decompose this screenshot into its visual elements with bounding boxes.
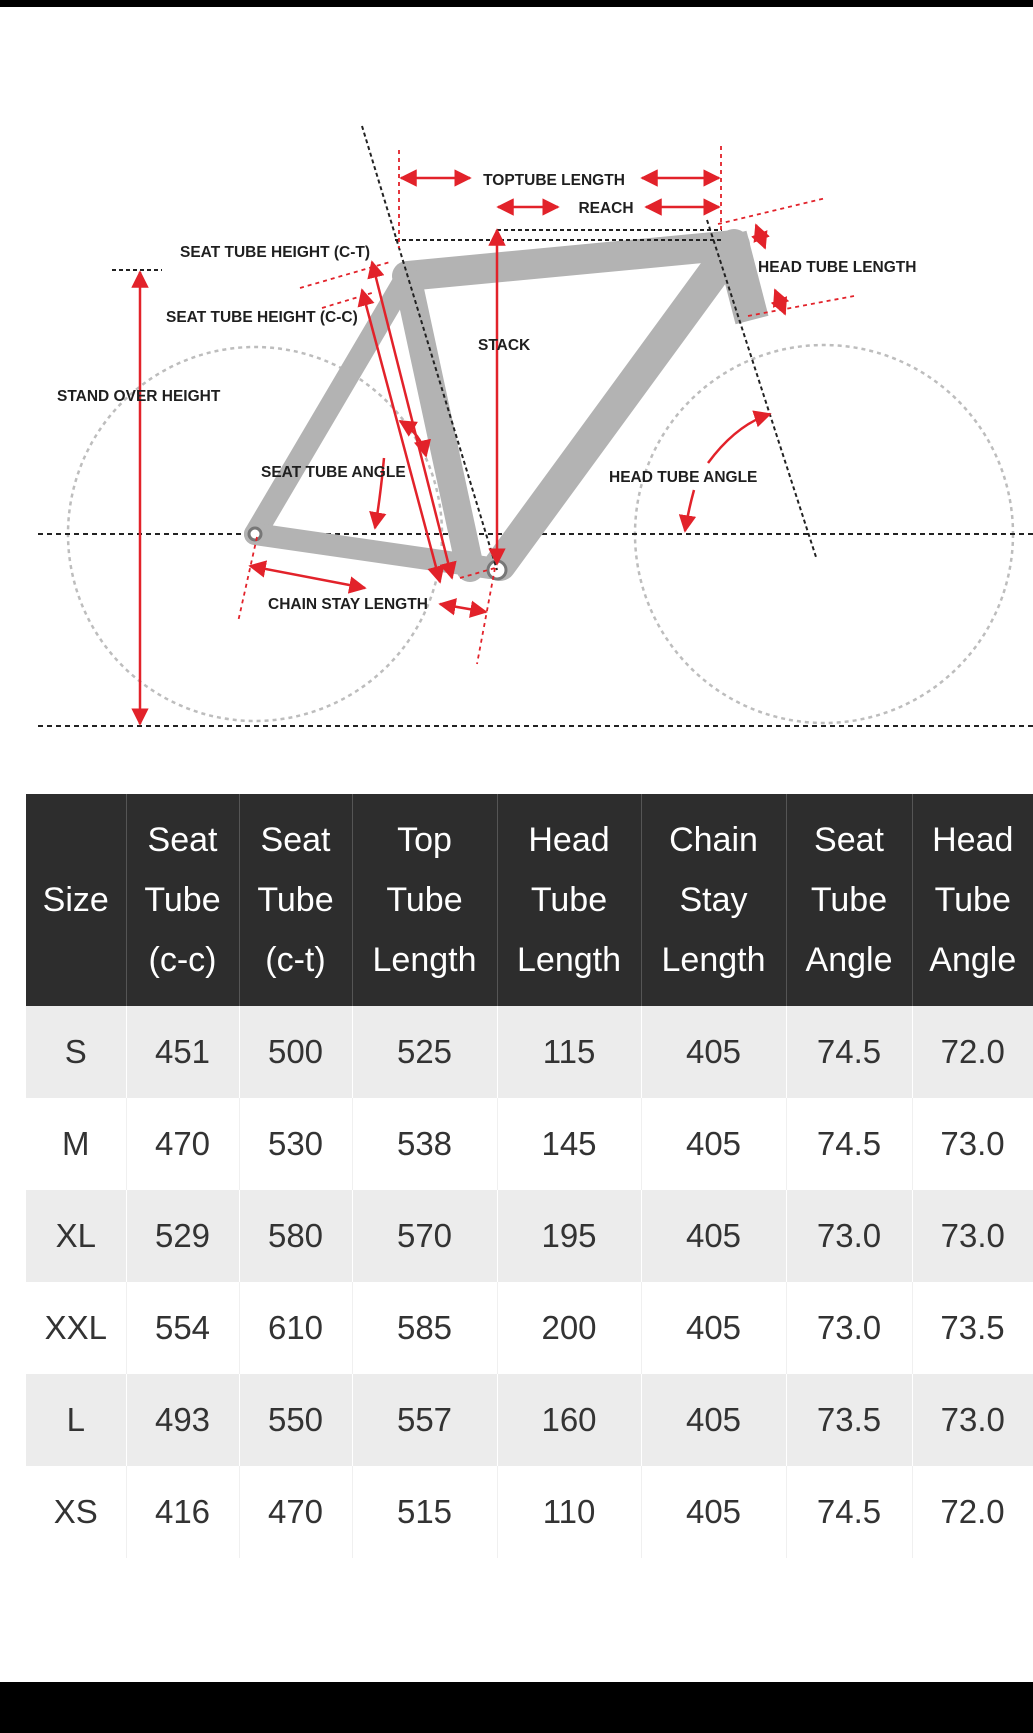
column-header xyxy=(352,794,497,1006)
value-cell: 405 xyxy=(641,1098,786,1190)
value-cell: 554 xyxy=(126,1282,239,1374)
label-chain-stay-length: CHAIN STAY LENGTH xyxy=(268,596,428,613)
value-cell: 72.0 xyxy=(912,1466,1033,1558)
value-cell: 405 xyxy=(641,1190,786,1282)
table-row xyxy=(26,1374,1033,1466)
column-header-line: Seat xyxy=(814,821,884,859)
table-row xyxy=(26,1098,1033,1190)
column-header-line: (c-t) xyxy=(265,941,326,979)
value-cell: 500 xyxy=(239,1006,352,1098)
value-cell: 73.5 xyxy=(912,1282,1033,1374)
label-seat-tube-height-ct: SEAT TUBE HEIGHT (C-T) xyxy=(180,244,371,261)
column-header-line: Tube xyxy=(934,881,1011,919)
value-cell: 73.0 xyxy=(786,1190,912,1282)
column-header-line: (c-c) xyxy=(148,941,217,979)
column-header-line: Seat xyxy=(260,821,331,859)
column-header xyxy=(26,794,126,1006)
value-cell: 570 xyxy=(352,1190,497,1282)
value-cell: 451 xyxy=(126,1006,239,1098)
column-header-line: Angle xyxy=(929,941,1017,979)
bike-frame xyxy=(255,235,752,568)
table-header-row xyxy=(26,794,1033,1006)
value-cell: 538 xyxy=(352,1098,497,1190)
value-cell: 195 xyxy=(497,1190,641,1282)
table-row xyxy=(26,1190,1033,1282)
label-head-tube-angle: HEAD TUBE ANGLE xyxy=(609,469,758,486)
column-header-line: Seat xyxy=(147,821,218,859)
label-seat-tube-height-cc: SEAT TUBE HEIGHT (C-C) xyxy=(166,309,358,326)
column-header-line: Length xyxy=(661,941,766,979)
size-cell: XS xyxy=(26,1466,126,1558)
column-header xyxy=(497,794,641,1006)
column-header xyxy=(786,794,912,1006)
label-reach: REACH xyxy=(578,200,634,217)
value-cell: 145 xyxy=(497,1098,641,1190)
size-cell: L xyxy=(26,1374,126,1466)
value-cell: 580 xyxy=(239,1190,352,1282)
size-cell: XL xyxy=(26,1190,126,1282)
value-cell: 405 xyxy=(641,1282,786,1374)
value-cell: 74.5 xyxy=(786,1006,912,1098)
label-seat-tube-angle: SEAT TUBE ANGLE xyxy=(261,464,406,481)
value-cell: 73.0 xyxy=(912,1190,1033,1282)
size-cell: S xyxy=(26,1006,126,1098)
bottom-bar xyxy=(0,1682,1033,1733)
label-head-tube-length: HEAD TUBE LENGTH xyxy=(758,259,917,276)
value-cell: 529 xyxy=(126,1190,239,1282)
column-header xyxy=(239,794,352,1006)
column-header xyxy=(641,794,786,1006)
value-cell: 470 xyxy=(126,1098,239,1190)
size-cell: XXL xyxy=(26,1282,126,1374)
table-row xyxy=(26,1282,1033,1374)
value-cell: 416 xyxy=(126,1466,239,1558)
column-header-line: Tube xyxy=(530,881,608,919)
value-cell: 200 xyxy=(497,1282,641,1374)
value-cell: 405 xyxy=(641,1466,786,1558)
value-cell: 557 xyxy=(352,1374,497,1466)
column-header-line: Length xyxy=(372,941,477,979)
column-header-line: Chain xyxy=(669,821,758,859)
value-cell: 470 xyxy=(239,1466,352,1558)
label-stand-over-height: STAND OVER HEIGHT xyxy=(57,388,221,405)
value-cell: 493 xyxy=(126,1374,239,1466)
value-cell: 610 xyxy=(239,1282,352,1374)
column-header-line: Tube xyxy=(257,881,334,919)
column-header-line: Size xyxy=(42,881,109,919)
value-cell: 74.5 xyxy=(786,1098,912,1190)
table-row xyxy=(26,1466,1033,1558)
label-stack: STACK xyxy=(478,337,531,354)
column-header-line: Head xyxy=(932,821,1014,859)
label-toptube-length: TOPTUBE LENGTH xyxy=(483,172,625,189)
value-cell: 73.5 xyxy=(786,1374,912,1466)
value-cell: 405 xyxy=(641,1374,786,1466)
column-header-line: Tube xyxy=(386,881,463,919)
value-cell: 73.0 xyxy=(912,1098,1033,1190)
column-header xyxy=(126,794,239,1006)
column-header-line: Tube xyxy=(810,881,888,919)
value-cell: 585 xyxy=(352,1282,497,1374)
value-cell: 110 xyxy=(497,1466,641,1558)
bike-geometry-diagram xyxy=(0,0,1033,760)
geometry-table xyxy=(26,794,1033,1558)
value-cell: 72.0 xyxy=(912,1006,1033,1098)
value-cell: 74.5 xyxy=(786,1466,912,1558)
size-cell: M xyxy=(26,1098,126,1190)
value-cell: 515 xyxy=(352,1466,497,1558)
value-cell: 530 xyxy=(239,1098,352,1190)
value-cell: 160 xyxy=(497,1374,641,1466)
column-header-line: Head xyxy=(528,821,610,859)
value-cell: 115 xyxy=(497,1006,641,1098)
table-row xyxy=(26,1006,1033,1098)
value-cell: 405 xyxy=(641,1006,786,1098)
column-header-line: Length xyxy=(517,941,621,979)
value-cell: 525 xyxy=(352,1006,497,1098)
value-cell: 550 xyxy=(239,1374,352,1466)
column-header-line: Angle xyxy=(805,941,893,979)
column-header-line: Top xyxy=(397,821,452,859)
column-header-line: Stay xyxy=(679,881,748,919)
column-header xyxy=(912,794,1033,1006)
column-header-line: Tube xyxy=(144,881,221,919)
value-cell: 73.0 xyxy=(786,1282,912,1374)
value-cell: 73.0 xyxy=(912,1374,1033,1466)
